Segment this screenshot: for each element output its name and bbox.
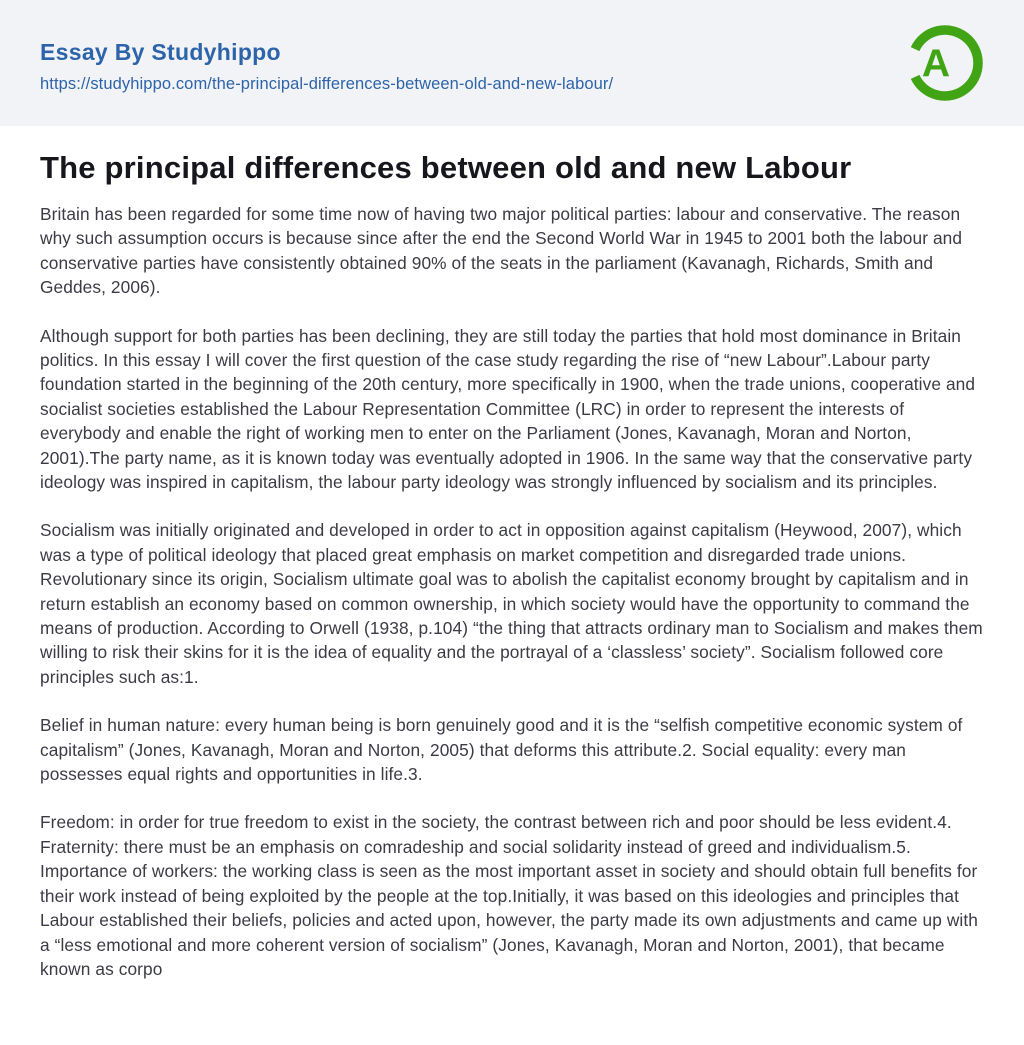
logo-letter: A — [921, 42, 951, 86]
page-title: The principal differences between old and new Labour — [40, 150, 852, 185]
source-url-link[interactable]: https://studyhippo.com/the-principal-differences-between-old-and-new-labour/ — [40, 74, 614, 93]
essay-paragraph-2: Although support for both parties has been declining, they are still today the parties that hold most dominance in Britain politics. In this essay I will cover the first question of the case study regarding the rise of “new Labour”.Labour party foundation started in the beginning of the 20th century, more specifically in 1900, when the trade unions, cooperative and socialist societies established the Labour Representation Committee (LRC) in order to represent the interests of everybody and enable the right of working men to enter on the Parliament (Jones, Kavanagh, Moran and Norton, 2001).The party name, as it is known today was eventually adopted in 1906. In the same way that the conservative party ideology was inspired in capitalism, the labour party ideology was strongly influenced by socialism and its principles. — [40, 325, 976, 493]
byline: Essay By Studyhippo — [40, 38, 281, 65]
essay-paragraph-5: Freedom: in order for true freedom to exist in the society, the contrast between rich and poor should be less evident.4. Fraternity: there must be an emphasis on comradeship and social solidarity instead of greed and individualism.5. Importance of workers: the working class is seen as the most important asset in society and should obtain full benefits for their work instead of being exploited by the people at the top.Initially, it was based on this ideologies and principles that Labour established their beliefs, policies and acted upon, however, the party made its own adjustments and came up with a “less emotional and more coherent version of socialism” (Jones, Kavanagh, Moran and Norton, 2001), that became known as corpo — [40, 812, 978, 979]
essay-article — [0, 126, 1024, 1041]
header-text-block — [40, 33, 613, 94]
essay-paragraph-1: Britain has been regarded for some time now of having two major political parties: labour and conservative. The reason why such assumption occurs is because since after the end the Second World War in 1945 to 2001 both the labour and conservative parties have consistently obtained 90% of the seats in the parliament (Kavanagh, Richards, Smith and Geddes, 2006). — [40, 203, 963, 298]
essay-paragraph-3: Socialism was initially originated and developed in order to act in opposition against capitalism (Heywood, 2007), which was a type of political ideology that placed great emphasis on market competition and disregarded trade unions. Revolutionary since its origin, Socialism ultimate goal was to abolish the capitalist economy brought by capitalism and in return establish an economy based on common ownership, in which society would have the opportunity to command the means of production. According to Orwell (1938, p.104) “the thing that attracts ordinary man to Socialism and makes them willing to risk their skins for it is the idea of equality and the portrayal of a ‘classless’ society”. Socialism followed core principles such as:1. — [40, 520, 983, 687]
essay-paragraph-4: Belief in human nature: every human being is born genuinely good and it is the “selfish competitive economic system of capitalism” (Jones, Kavanagh, Moran and Norton, 2005) that deforms this attribute.2. Social equality: every man possesses equal rights and opportunities in life.3. — [40, 715, 963, 785]
page-header — [0, 0, 1024, 126]
brand-logo-icon — [900, 17, 988, 109]
